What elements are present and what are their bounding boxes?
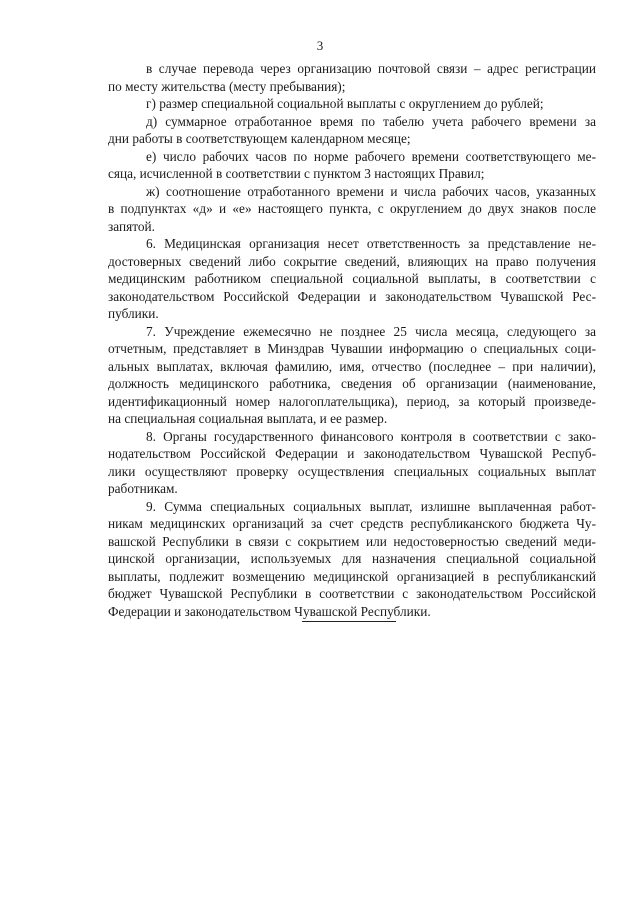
- text-line: бюджет Чувашской Республики в соответствии с законодательством Российской: [108, 586, 596, 601]
- end-of-text-rule: [302, 621, 396, 622]
- text-line: в подпунктах «д» и «е» настоящего пункта, с округлением до двух знаков после: [108, 201, 596, 216]
- text-line: 6. Медицинская организация несет ответственность за представление не-: [146, 236, 596, 251]
- text-line: 9. Сумма специальных социальных выплат, излишне выплаченная работ-: [146, 498, 596, 514]
- text-line: ж) соотношение отработанного времени и числа рабочих часов, указанных: [146, 183, 596, 199]
- text-line: должность медицинского работника, сведения об организации (наименование,: [108, 376, 596, 391]
- document-body: [108, 60, 596, 620]
- text-line: сяца, исчисленной в соответствии с пунктом 3 настоящих Правил;: [108, 166, 485, 181]
- text-line: идентификационный номер налогоплательщика), период, за который произведе-: [108, 393, 596, 409]
- text-line: г) размер специальной социальной выплаты с округлением до рублей;: [146, 96, 544, 111]
- text-line: публики.: [108, 306, 159, 321]
- text-line: в случае перевода через организацию почтовой связи – адрес регистрации: [146, 61, 596, 76]
- text-line: на специальная социальная выплата, и ее размер.: [108, 411, 388, 426]
- text-line: альных выплатах, включая фамилию, имя, отчество (последнее – при наличии),: [108, 358, 596, 374]
- text-line: д) суммарное отработанное время по табелю учета рабочего времени за: [146, 113, 596, 129]
- text-line: законодательством Российской Федерации и законодательством Чувашской Рес-: [108, 288, 596, 304]
- text-line: дни работы в соответствующем календарном месяце;: [108, 131, 411, 146]
- text-line: выплаты, подлежит возмещению медицинской организацией в республиканский: [108, 568, 596, 584]
- text-line: работникам.: [108, 481, 178, 496]
- text-line: медицинским работником специальной социальной выплаты, в соответствии с: [108, 271, 596, 286]
- text-line: запятой.: [108, 218, 155, 234]
- text-line: вашской Республики в связи с сокрытием или недостоверностью сведений меди-: [108, 533, 596, 549]
- text-line: по месту жительства (месту пребывания);: [108, 78, 346, 94]
- text-line: цинской организации, используемых для назначения специальной социальной: [108, 551, 596, 566]
- text-line: е) число рабочих часов по норме рабочего времени соответствующего ме-: [146, 148, 596, 164]
- text-line: достоверных сведений либо сокрытие сведений, влияющих на право получения: [108, 253, 596, 269]
- page-number: 3: [316, 38, 324, 53]
- text-line: нодательством Российской Федерации и законодательством Чувашской Респуб-: [108, 446, 596, 461]
- text-line: лики осуществляют проверку осуществления специальных социальных выплат: [108, 463, 596, 479]
- text-line: 8. Органы государственного финансового контроля в соответствии с зако-: [146, 428, 596, 444]
- text-line: Федерации и законодательством Чувашской Республики.: [108, 603, 431, 619]
- text-line: никам медицинских организаций за счет средств республиканского бюджета Чу-: [108, 516, 596, 531]
- text-line: отчетным, представляет в Минздрав Чувашии информацию о специальных соци-: [108, 341, 596, 356]
- text-line: 7. Учреждение ежемесячно не позднее 25 числа месяца, следующего за: [146, 323, 596, 339]
